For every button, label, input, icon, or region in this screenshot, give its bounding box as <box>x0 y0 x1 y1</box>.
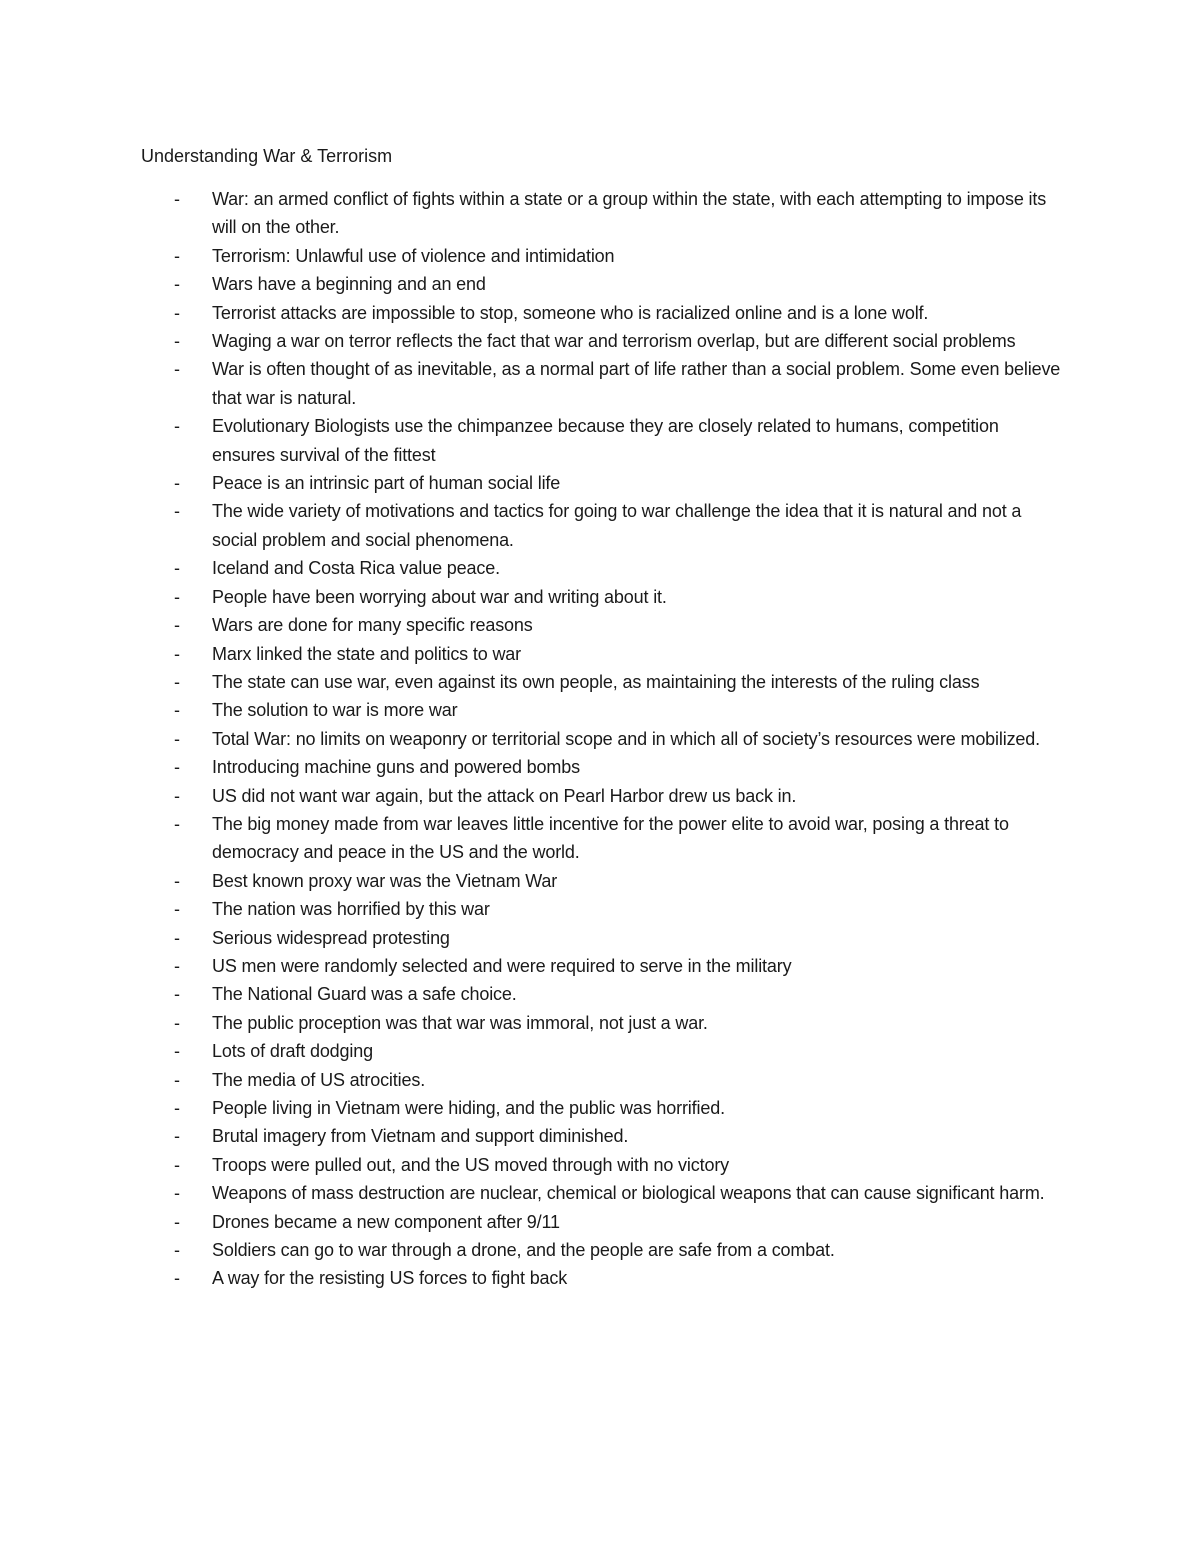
bullet-dash: - <box>174 1012 180 1033</box>
bullet-dash: - <box>174 955 180 976</box>
list-item-text: Peace is an intrinsic part of human social life <box>212 473 561 494</box>
bullet-dash: - <box>174 302 180 323</box>
bullet-dash: - <box>174 359 180 380</box>
list-item <box>0 895 1062 923</box>
list-item-text: The media of US atrocities. <box>212 1069 426 1090</box>
list-item-text: Best known proxy war was the Vietnam War <box>212 870 558 891</box>
list-item <box>0 1037 1062 1065</box>
bullet-dash: - <box>174 274 180 295</box>
list-item-text: Weapons of mass destruction are nuclear, chemical or biological weapons that can cause significant harm. <box>212 1183 1045 1204</box>
bullet-dash: - <box>174 870 180 891</box>
list-item <box>0 952 1062 980</box>
bullet-dash: - <box>174 1240 180 1261</box>
list-item-text: The solution to war is more war <box>212 700 458 721</box>
list-item <box>0 327 1062 355</box>
list-item <box>0 1179 1062 1207</box>
list-item-text: War is often thought of as inevitable, as a normal part of life rather than a social problem. Some even believe that war is natural. <box>212 359 1061 408</box>
list-item-text: Wars have a beginning and an end <box>212 274 486 295</box>
bullet-dash: - <box>174 331 180 352</box>
bullet-dash: - <box>174 245 180 266</box>
list-item-text: Lots of draft dodging <box>212 1041 373 1062</box>
list-item <box>0 611 1062 639</box>
bullet-dash: - <box>174 1041 180 1062</box>
list-item <box>0 1236 1062 1264</box>
bullet-list <box>0 185 1200 1293</box>
list-item-text: Brutal imagery from Vietnam and support diminished. <box>212 1126 629 1147</box>
list-item-text: Terrorism: Unlawful use of violence and intimidation <box>212 245 615 266</box>
bullet-dash: - <box>174 728 180 749</box>
bullet-dash: - <box>174 813 180 834</box>
list-item <box>0 497 1062 554</box>
list-item <box>0 1151 1062 1179</box>
list-item <box>0 583 1062 611</box>
list-item <box>0 469 1062 497</box>
bullet-dash: - <box>174 984 180 1005</box>
bullet-dash: - <box>174 501 180 522</box>
list-item-text: Soldiers can go to war through a drone, and the people are safe from a combat. <box>212 1240 835 1261</box>
list-item <box>0 299 1062 327</box>
bullet-dash: - <box>174 757 180 778</box>
list-item-text: People have been worrying about war and writing about it. <box>212 586 667 607</box>
list-item-text: Serious widespread protesting <box>212 927 450 948</box>
bullet-dash: - <box>174 785 180 806</box>
list-item-text: Terrorist attacks are impossible to stop, someone who is racialized online and is a lone wolf. <box>212 302 929 323</box>
list-item <box>0 1094 1062 1122</box>
list-item <box>0 924 1062 952</box>
list-item-text: Drones became a new component after 9/11 <box>212 1211 560 1232</box>
bullet-dash: - <box>174 671 180 692</box>
bullet-dash: - <box>174 1268 180 1289</box>
list-item-text: A way for the resisting US forces to fight back <box>212 1268 568 1289</box>
list-item <box>0 668 1062 696</box>
bullet-dash: - <box>174 416 180 437</box>
bullet-dash: - <box>174 1069 180 1090</box>
list-item-text: The nation was horrified by this war <box>212 899 490 920</box>
list-item <box>0 554 1062 582</box>
bullet-dash: - <box>174 586 180 607</box>
list-item <box>0 270 1062 298</box>
list-item-text: Iceland and Costa Rica value peace. <box>212 558 500 579</box>
list-item-text: Waging a war on terror reflects the fact that war and terrorism overlap, but are different social problems <box>212 331 1016 352</box>
list-item <box>0 1208 1062 1236</box>
list-item-text: US men were randomly selected and were required to serve in the military <box>212 955 792 976</box>
bullet-dash: - <box>174 927 180 948</box>
list-item <box>0 1009 1062 1037</box>
list-item <box>0 355 1062 412</box>
list-item <box>0 1264 1062 1292</box>
list-item <box>0 810 1062 867</box>
list-item-text: The National Guard was a safe choice. <box>212 984 517 1005</box>
list-item <box>0 1066 1062 1094</box>
bullet-dash: - <box>174 1211 180 1232</box>
bullet-dash: - <box>174 1183 180 1204</box>
list-item <box>0 412 1062 469</box>
list-item-text: The public proception was that war was immoral, not just a war. <box>212 1012 708 1033</box>
bullet-dash: - <box>174 643 180 664</box>
list-item <box>0 867 1062 895</box>
bullet-dash: - <box>174 1098 180 1118</box>
list-item <box>0 980 1062 1008</box>
list-item-text: Wars are done for many specific reasons <box>212 615 533 636</box>
list-item <box>0 782 1062 810</box>
list-item-text: The state can use war, even against its own people, as maintaining the interests of the ruling class <box>212 671 980 692</box>
list-item-text: War: an armed conflict of fights within a state or a group within the state, with each attempting to impose its will on the other. <box>212 189 1047 238</box>
list-item <box>0 753 1062 781</box>
list-item-text: US did not want war again, but the attack on Pearl Harbor drew us back in. <box>212 785 797 806</box>
list-item-text: People living in Vietnam were hiding, and the public was horrified. <box>212 1098 725 1118</box>
list-item-text: The big money made from war leaves little incentive for the power elite to avoid war, posing a threat to democracy and peace in the US and the world. <box>212 813 1009 863</box>
list-item-text: Evolutionary Biologists use the chimpanzee because they are closely related to humans, competition ensures survival of the fittest <box>212 416 999 465</box>
list-item-text: The wide variety of motivations and tactics for going to war challenge the idea that it is natural and not a social problem and social phenomena. <box>212 501 1022 550</box>
list-item-text: Introducing machine guns and powered bombs <box>212 757 580 778</box>
list-item <box>0 696 1062 724</box>
bullet-dash: - <box>174 615 180 636</box>
list-item <box>0 640 1062 668</box>
bullet-dash: - <box>174 1154 180 1175</box>
list-item-text: Marx linked the state and politics to war <box>212 643 521 664</box>
list-item <box>0 185 1062 242</box>
bullet-dash: - <box>174 473 180 494</box>
list-item <box>0 725 1062 753</box>
bullet-dash: - <box>174 1126 180 1147</box>
document-title: Understanding War & Terrorism <box>141 146 393 166</box>
list-item-text: Total War: no limits on weaponry or territorial scope and in which all of society’s resources were mobilized. <box>212 728 1041 749</box>
bullet-dash: - <box>174 700 180 721</box>
list-item <box>0 242 1062 270</box>
list-item-text: Troops were pulled out, and the US moved through with no victory <box>212 1154 730 1175</box>
bullet-dash: - <box>174 189 180 209</box>
bullet-dash: - <box>174 899 180 920</box>
list-item <box>0 1122 1062 1150</box>
bullet-dash: - <box>174 558 180 579</box>
